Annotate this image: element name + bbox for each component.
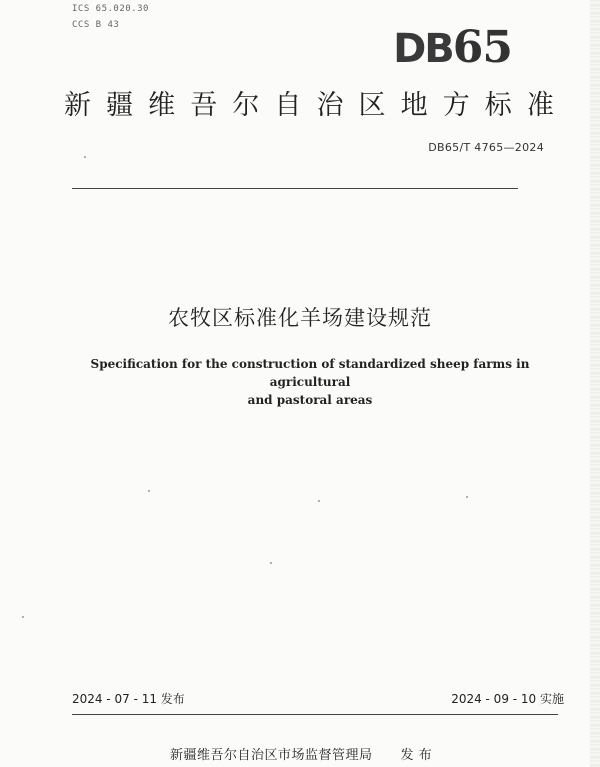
scan-speck (148, 490, 150, 492)
title-english-line1: Specification for the construction of standardized sheep farms in agricultural (90, 357, 530, 389)
issuing-authority (170, 744, 432, 763)
standard-type-char: 区 (358, 90, 386, 121)
page-edge (590, 0, 600, 767)
ccs-code: CCS B 43 (72, 20, 120, 30)
implement-date: 2024 - 09 - 10 实施 (451, 692, 564, 706)
standard-type-char: 治 (316, 90, 344, 121)
scan-speck (84, 156, 86, 158)
issuer-action: 发 布 (400, 748, 433, 763)
scan-speck (22, 616, 24, 618)
standard-type-heading (64, 86, 554, 126)
issuer-name: 新疆维吾尔自治区市场监督管理局 (170, 748, 373, 763)
scan-speck (270, 562, 272, 564)
db-logo-number: 65 (452, 22, 512, 73)
db-logo-letters: DB (393, 26, 453, 72)
ics-code: ICS 65.020.30 (72, 4, 149, 14)
standard-type-char: 自 (274, 90, 302, 121)
standard-type-char: 准 (526, 90, 554, 121)
standard-type-char: 吾 (190, 90, 218, 121)
standard-type-char: 疆 (106, 90, 134, 121)
title-english (70, 355, 550, 409)
standard-type-char: 维 (148, 90, 176, 121)
issue-date: 2024 - 07 - 11 发布 (72, 692, 185, 706)
bottom-divider (72, 714, 558, 715)
standard-type-char: 地 (400, 90, 428, 121)
title-chinese: 农牧区标准化羊场建设规范 (168, 306, 432, 330)
title-english-line2: and pastoral areas (247, 393, 373, 407)
db-logo (393, 24, 512, 73)
top-divider (72, 188, 518, 189)
scan-speck (466, 496, 468, 498)
standard-number: DB65/T 4765—2024 (428, 141, 544, 154)
standard-type-char: 尔 (232, 90, 260, 121)
scan-speck (318, 500, 320, 502)
standard-type-char: 标 (484, 90, 512, 121)
standard-type-char: 新 (64, 90, 91, 121)
standard-type-char: 方 (442, 90, 470, 121)
